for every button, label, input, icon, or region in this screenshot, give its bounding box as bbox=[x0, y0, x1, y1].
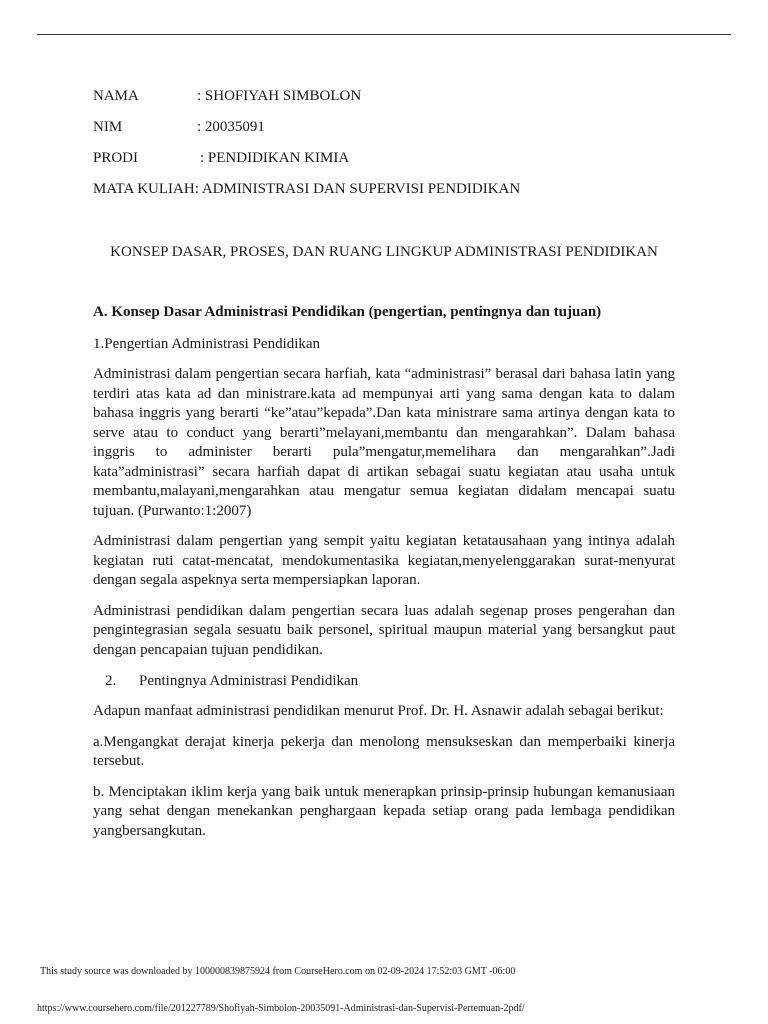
subheading-text: Pentingnya Administrasi Pendidikan bbox=[139, 673, 359, 689]
paragraph-narrow-definition: Administrasi dalam pengertian yang sempit yaitu kegiatan ketatausahaan yang intinya adalah kegiatan ruti catat-mencatat, mendokumentasika kegiatan,menyelenggarakan surat-menyurat dengan segala aspeknya serta mempersiapkan laporan. bbox=[93, 533, 675, 588]
field-nama bbox=[93, 86, 675, 117]
field-prodi-label: PRODI bbox=[93, 150, 139, 166]
document-body bbox=[93, 86, 675, 841]
top-divider bbox=[37, 34, 731, 35]
paragraph-manfaat-intro: Adapun manfaat administrasi pendidikan menurut Prof. Dr. H. Asnawir adalah sebagai berikut: bbox=[93, 703, 664, 719]
document-title: KONSEP DASAR, PROSES, DAN RUANG LINGKUP ADMINISTRASI PENDIDIKAN bbox=[110, 244, 658, 260]
paragraph-broad-definition: Administrasi pendidikan dalam pengertian secara luas adalah segenap proses pengerahan dan pengintegrasian segala sesuatu baik personel, spiritual maupun material yang bersangkut paut dengan pencapaian tujuan pendidikan. bbox=[93, 602, 675, 658]
field-nim-value: : 20035091 bbox=[197, 119, 265, 135]
list-item-a: a.Mengangkat derajat kinerja pekerja dan menolong mensukseskan dan memperbaiki kinerja tersebut. bbox=[93, 733, 675, 769]
field-mata-kuliah bbox=[93, 179, 675, 210]
field-prodi-value: : PENDIDIKAN KIMIA bbox=[200, 150, 350, 166]
field-nim-label: NIM bbox=[93, 119, 123, 135]
paragraph-definition: Administrasi dalam pengertian secara harfiah, kata “administrasi” berasal dari bahasa latin yang terdiri atas kata ad dan ministrare.kata ad mempunyai arti yang sama dengan kata to dalam bahasa inggris yang berarti “ke”atau”kepada”.Dan kata ministrare sama artinya dengan kata to serve atau to conduct yang berarti”melayani,membantu dan mengarahkan”. Dalam bahasa inggris to administer berarti pula”mengatur,memelihara dan mengarahkan”.Jadi kata”administrasi” secara harfiah dapat di artikan sebagai suatu kegiatan atau usaha untuk membantu,malayani,mengarahkan atau mengatur semua kegiatan didalam mencapai suatu tujuan. (Purwanto:1:2007) bbox=[93, 366, 675, 519]
field-nama-value: : SHOFIYAH SIMBOLON bbox=[197, 88, 362, 104]
field-nim bbox=[93, 117, 675, 148]
subheading-pentingnya bbox=[93, 671, 675, 691]
section-a-heading: A. Konsep Dasar Administrasi Pendidikan (pengertian, pentingnya dan tujuan) bbox=[93, 304, 602, 320]
subheading-pengertian: 1.Pengertian Administrasi Pendidikan bbox=[93, 336, 321, 352]
subheading-number: 2. bbox=[105, 673, 117, 689]
download-source-note: This study source was downloaded by 100000839875924 from CourseHero.com on 02-09-2024 17:52:03 GMT -06:00 bbox=[40, 966, 516, 977]
field-mata-kuliah-label: MATA KULIAH: bbox=[93, 181, 199, 197]
source-url-link[interactable]: https://www.coursehero.com/file/201227789/Shofiyah-Simbolon-20035091-Administrasi-dan-Supervisi-Pertemuan-2pdf/ bbox=[37, 1003, 525, 1014]
field-mata-kuliah-value: ADMINISTRASI DAN SUPERVISI PENDIDIKAN bbox=[198, 181, 521, 197]
field-prodi bbox=[93, 148, 675, 179]
field-nama-label: NAMA bbox=[93, 88, 139, 104]
list-item-b: b. Menciptakan iklim kerja yang baik untuk menerapkan prinsip-prinsip hubungan kemanusiaan yang sehat dengan menekankan penghargaan kepada setiap orang pada lembaga pendidikan yangbersangkutan. bbox=[93, 783, 675, 839]
